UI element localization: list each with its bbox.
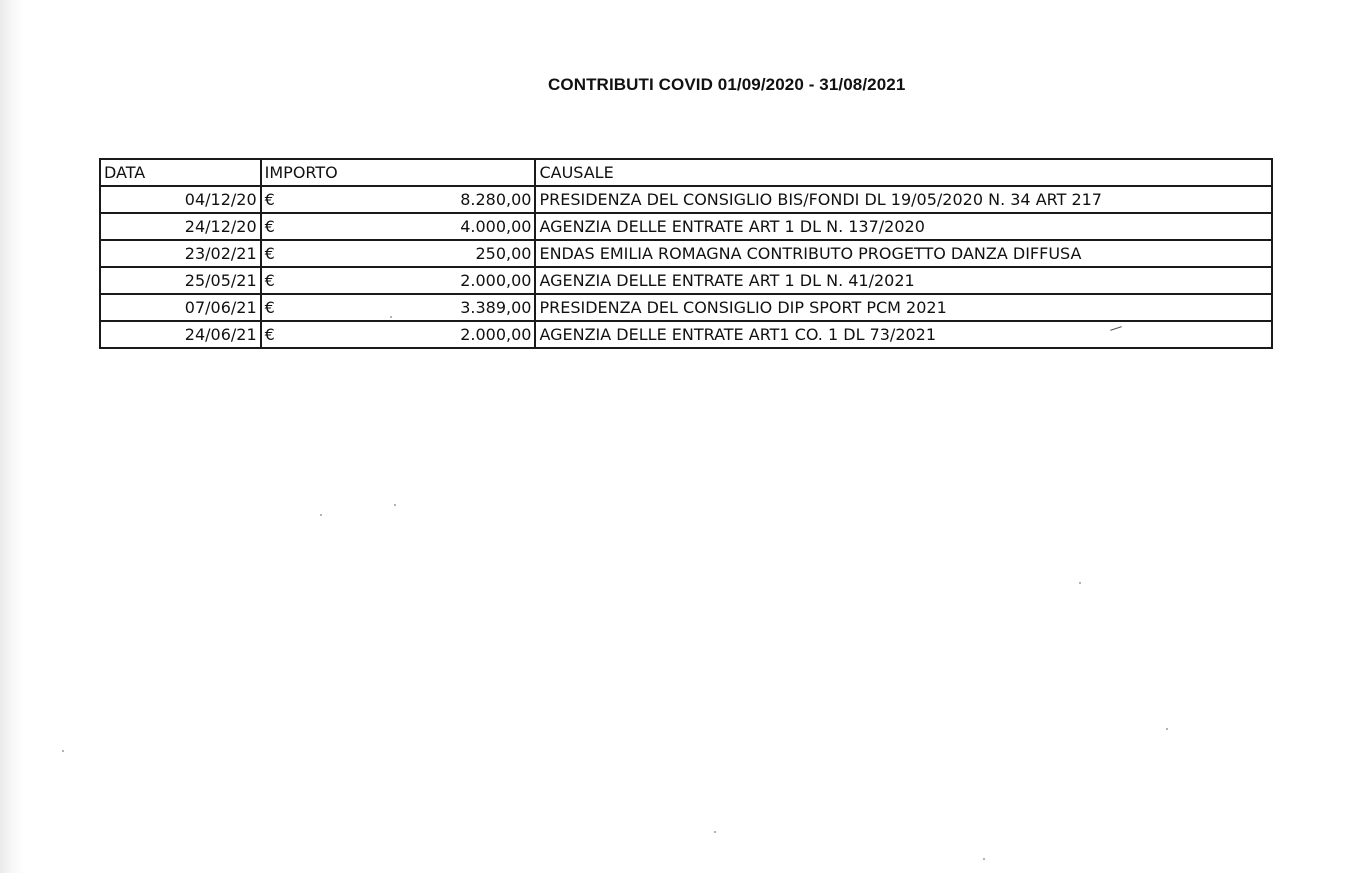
row-date: 23/02/21 bbox=[100, 240, 261, 267]
euro-sign: € bbox=[264, 244, 275, 263]
page-title: CONTRIBUTI COVID 01/09/2020 - 31/08/2021 bbox=[548, 75, 906, 94]
euro-sign: € bbox=[264, 217, 275, 236]
scan-speck bbox=[1079, 582, 1081, 584]
row-date: 24/06/21 bbox=[100, 321, 261, 348]
row-date: 24/12/20 bbox=[100, 213, 261, 240]
row-amount: 8.280,00 bbox=[460, 190, 532, 209]
euro-sign: € bbox=[264, 298, 275, 317]
row-amount-cell bbox=[261, 294, 536, 321]
row-reason: AGENZIA DELLE ENTRATE ART 1 DL N. 137/2020 bbox=[535, 213, 1272, 240]
row-amount: 250,00 bbox=[475, 244, 532, 263]
scan-speck bbox=[714, 831, 716, 833]
row-amount: 2.000,00 bbox=[460, 271, 532, 290]
row-reason: AGENZIA DELLE ENTRATE ART 1 DL N. 41/2021 bbox=[535, 267, 1272, 294]
scan-edge-shadow bbox=[0, 0, 24, 873]
header-amount: IMPORTO bbox=[261, 159, 536, 186]
row-amount: 4.000,00 bbox=[460, 217, 532, 236]
row-date: 04/12/20 bbox=[100, 186, 261, 213]
header-reason: CAUSALE bbox=[535, 159, 1272, 186]
euro-sign: € bbox=[264, 325, 275, 344]
scan-speck bbox=[62, 750, 64, 752]
scan-speck bbox=[1166, 728, 1168, 730]
table-row bbox=[100, 186, 1272, 213]
row-amount-cell bbox=[261, 213, 536, 240]
table-row bbox=[100, 240, 1272, 267]
row-amount: 2.000,00 bbox=[460, 325, 532, 344]
row-reason: ENDAS EMILIA ROMAGNA CONTRIBUTO PROGETTO DANZA DIFFUSA bbox=[535, 240, 1272, 267]
header-date: DATA bbox=[100, 159, 261, 186]
contributions-table bbox=[99, 158, 1273, 349]
row-amount-cell bbox=[261, 321, 536, 348]
euro-sign: € bbox=[264, 271, 275, 290]
table-row bbox=[100, 321, 1272, 348]
row-reason: AGENZIA DELLE ENTRATE ART1 CO. 1 DL 73/2021 bbox=[535, 321, 1272, 348]
table-header-row bbox=[100, 159, 1272, 186]
scan-speck bbox=[983, 858, 985, 860]
row-reason: PRESIDENZA DEL CONSIGLIO BIS/FONDI DL 19/05/2020 N. 34 ART 217 bbox=[535, 186, 1272, 213]
scan-speck bbox=[394, 504, 396, 506]
table-row bbox=[100, 294, 1272, 321]
euro-sign: € bbox=[264, 190, 275, 209]
scan-speck bbox=[390, 316, 392, 318]
row-amount: 3.389,00 bbox=[460, 298, 532, 317]
row-amount-cell bbox=[261, 240, 536, 267]
table-row bbox=[100, 267, 1272, 294]
row-amount-cell bbox=[261, 186, 536, 213]
row-reason: PRESIDENZA DEL CONSIGLIO DIP SPORT PCM 2021 bbox=[535, 294, 1272, 321]
row-date: 25/05/21 bbox=[100, 267, 261, 294]
row-date: 07/06/21 bbox=[100, 294, 261, 321]
scan-speck bbox=[320, 514, 322, 516]
row-amount-cell bbox=[261, 267, 536, 294]
table-row bbox=[100, 213, 1272, 240]
